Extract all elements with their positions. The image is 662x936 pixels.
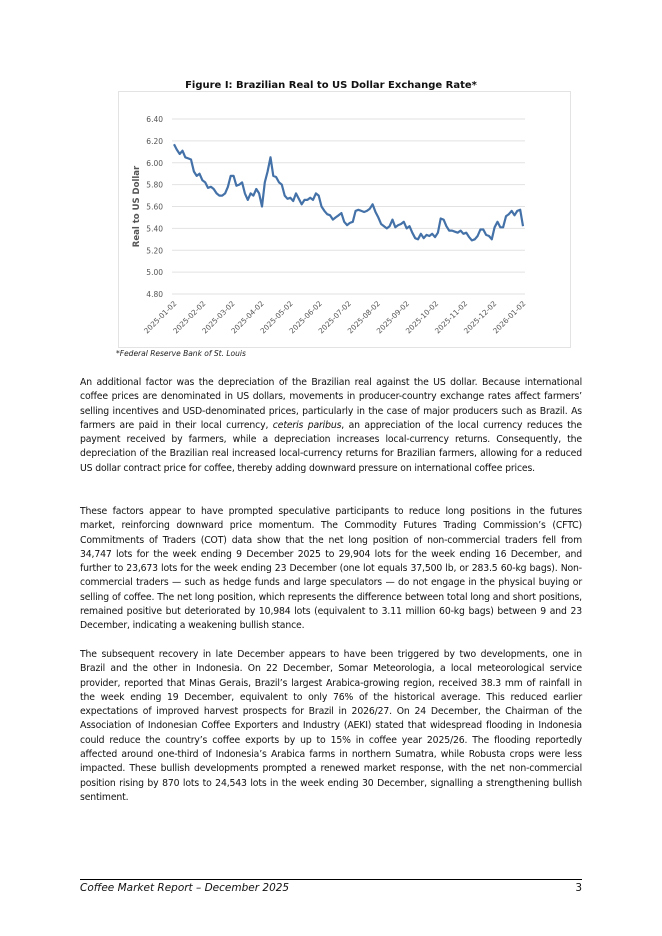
paragraph-text: An additional factor was the depreciation of the Brazilian real against the US dollar. Because international coffee prices are denominated in US dollars, movements in producer-country exchange rates affect farmers’ selling incentives and USD-denominated prices, particularly in the case of major producers such as Brazil. As farmers are paid in their local currency, (80, 377, 582, 431)
paragraph-italic-term: ceteris paribus (272, 419, 342, 431)
x-tick-label: 2025-07-02 (316, 299, 353, 336)
footer-title: Coffee Market Report – December 2025 (80, 882, 290, 894)
x-tick-label: 2025-11-02 (432, 299, 470, 336)
exchange-rate-chart (118, 91, 571, 348)
x-tick-label: 2026-01-02 (491, 299, 528, 336)
figure-source-note: *Federal Reserve Bank of St. Louis (116, 349, 246, 358)
y-axis-label: Real to US Dollar (132, 165, 142, 248)
x-tick-label: 2025-01-02 (142, 299, 179, 336)
y-tick-label: 5.00 (146, 268, 163, 278)
x-tick-label: 2025-09-02 (374, 299, 412, 336)
paragraph-recovery: The subsequent recovery in late December appears to have been triggered by two developments, one in Brazil and the other in Indonesia. On 22 December, Somar Meteorologia, a local meteorological service provider, reported that Minas Gerais, Brazil’s largest Arabica-growing region, received 38.3 mm of rainfall in the week ending 19 December, equivalent to only 76% of the historical average. This reduced earlier expectations of improved harvest prospects for Brazil in 2026/27. On 24 December, the Chairman of the Association of Indonesian Coffee Exporters and Industry (AEKI) stated that widespread flooding in Indonesia could reduce the country’s coffee exports by up to 15% in coffee year 2025/26. The flooding reportedly affected around one-third of Indonesia’s Arabica farms in northern Sumatra, while Robusta crops were less impacted. These bullish developments prompted a renewed market response, with the net non-commercial position rising by 870 lots to 24,543 lots in the week ending 30 December, signalling a strengthening bullish sentiment. (80, 649, 582, 803)
paragraph-exchange-rate (80, 376, 582, 476)
y-tick-label: 5.60 (146, 202, 163, 212)
series-line (174, 144, 523, 240)
y-tick-label: 5.20 (146, 246, 163, 256)
x-tick-label: 2025-04-02 (229, 299, 266, 336)
x-tick-label: 2025-06-02 (287, 299, 324, 336)
paragraph-text: , an appreciation of the local currency reduces the payment received by farmers, while a depreciation increases local-currency returns. Consequently, the depreciation of the Brazilian real increased local-currency returns for Brazilian farmers, allowing for a reduced US dollar contract price for coffee, thereby adding downward pressure on international coffee prices. (80, 419, 582, 474)
x-tick-label: 2025-02-02 (171, 299, 208, 336)
y-tick-label: 6.40 (146, 115, 163, 124)
y-tick-label: 5.80 (146, 180, 163, 190)
y-tick-label: 4.80 (146, 290, 163, 299)
x-tick-label: 2025-03-02 (200, 299, 237, 336)
y-tick-label: 6.00 (146, 158, 163, 168)
x-tick-label: 2025-10-02 (403, 299, 441, 336)
page-number: 3 (575, 882, 582, 894)
y-tick-label: 6.20 (146, 136, 163, 146)
footer-divider (80, 879, 582, 880)
x-tick-label: 2025-08-02 (345, 299, 382, 336)
figure-title: Figure I: Brazilian Real to US Dollar Exchange Rate* (185, 80, 477, 91)
x-tick-label: 2025-12-02 (461, 299, 499, 336)
x-tick-label: 2025-05-02 (258, 299, 295, 336)
y-tick-label: 5.40 (146, 224, 163, 234)
paragraph-speculators: These factors appear to have prompted speculative participants to reduce long positions in the futures market, reinforcing downward price momentum. The Commodity Futures Trading Commission’s (CFTC) Commitments of Traders (COT) data show that the net long position of non-commercial traders fell from 34,747 lots for the week ending 9 December 2025 to 29,904 lots for the week ending 16 December, and further to 23,673 lots for the week ending 23 December (one lot equals 37,500 lb, or 283.5 60-kg bags). Non-commercial traders — such as hedge funds and large speculators — do not engage in the physical buying or selling of coffee. The net long position, which represents the difference between total long and short positions, remained positive but deteriorated by 10,984 lots (equivalent to 3.11 million 60-kg bags) between 9 and 23 December, indicating a weakening bullish stance. (80, 506, 582, 632)
